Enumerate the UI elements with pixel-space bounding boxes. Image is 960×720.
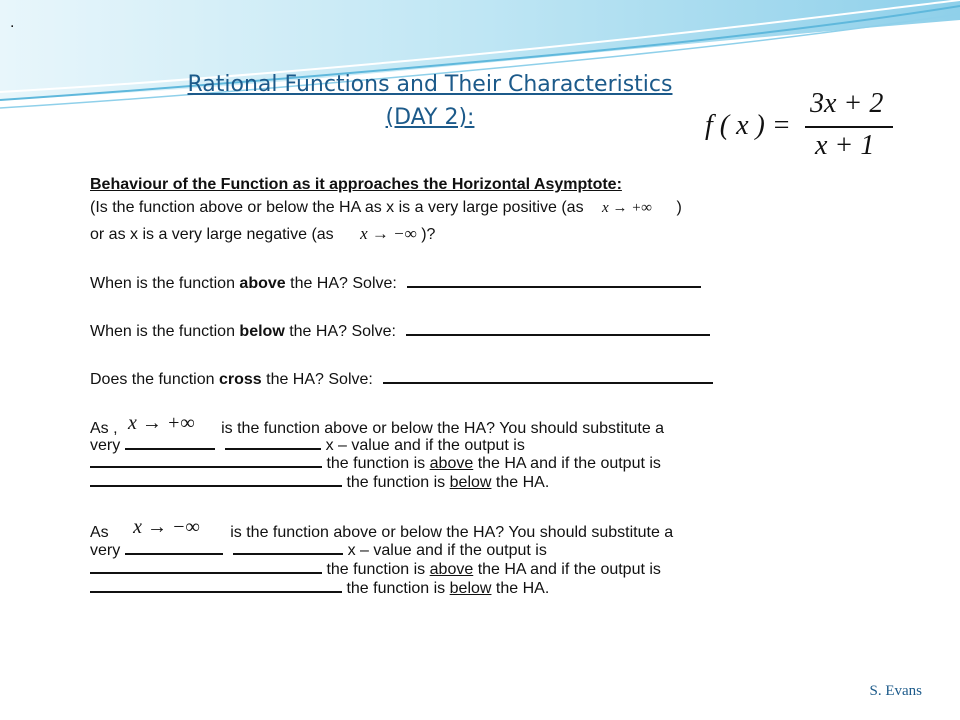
cross-question — [90, 368, 713, 389]
math-x-to-pos-inf: x → +∞ — [602, 200, 653, 216]
question-text: the HA. — [495, 580, 550, 597]
corner-mark: . — [10, 14, 15, 31]
bold-word: above — [239, 275, 286, 292]
answer-blank[interactable] — [90, 452, 322, 468]
bold-word: below — [239, 323, 285, 340]
question-text: the HA and if the output is — [477, 561, 661, 578]
math-x-to-neg-inf: x → −∞ — [360, 224, 417, 243]
question-text: the function is — [346, 474, 446, 491]
question-text: ) — [676, 199, 682, 216]
formula-numerator: 3x + 2 — [810, 88, 884, 119]
title-line-2: (DAY 2): — [385, 105, 475, 130]
answer-blank[interactable] — [383, 368, 713, 384]
question-text: very — [90, 542, 121, 559]
question-text: the function is — [346, 580, 446, 597]
question-line-2 — [90, 224, 435, 244]
question-text: When is the function — [90, 275, 240, 292]
question-text: the HA? Solve: — [285, 275, 397, 292]
question-text: very — [90, 437, 121, 454]
underlined-word: above — [429, 455, 474, 472]
underlined-word: below — [449, 474, 492, 491]
pos-inf-line-3 — [90, 452, 661, 473]
question-text: the HA? Solve: — [261, 371, 373, 388]
section-heading: Behaviour of the Function as it approaches the Horizontal Asymptote: — [90, 176, 622, 193]
bold-word: cross — [218, 371, 262, 388]
answer-blank[interactable] — [406, 320, 710, 336]
question-text: the HA and if the output is — [477, 455, 661, 472]
answer-blank[interactable] — [90, 577, 342, 593]
question-text: x – value and if the output is — [347, 542, 547, 559]
question-text: When is the function — [90, 323, 240, 340]
question-text: the HA. — [495, 474, 550, 491]
below-question — [90, 320, 710, 341]
question-text: the HA? Solve: — [284, 323, 396, 340]
pos-inf-line-4 — [90, 471, 549, 492]
formula-denominator: x + 1 — [815, 130, 875, 161]
question-text: or as x is a very large negative (as — [90, 226, 334, 243]
question-text: As , — [90, 420, 118, 437]
author-footer: S. Evans — [869, 683, 922, 699]
slide-title — [140, 68, 720, 134]
answer-blank[interactable] — [90, 471, 342, 487]
question-text: (Is the function above or below the HA as x is a very large positive (as — [90, 199, 584, 216]
answer-blank[interactable] — [225, 434, 321, 450]
function-formula — [705, 88, 895, 164]
neg-inf-line-2 — [90, 539, 547, 560]
question-text: the function is — [326, 455, 426, 472]
answer-blank[interactable] — [90, 558, 322, 574]
formula-lhs: f ( x ) = — [705, 110, 791, 141]
math-x-to-neg-inf: x → −∞ — [133, 516, 200, 538]
question-text: x – value and if the output is — [325, 437, 525, 454]
question-text: the function is — [326, 561, 426, 578]
title-line-1: Rational Functions and Their Characteristics — [187, 72, 673, 97]
answer-blank[interactable] — [407, 272, 701, 288]
answer-blank[interactable] — [125, 539, 223, 555]
neg-inf-line-3 — [90, 558, 661, 579]
question-text: Does the function — [90, 371, 219, 388]
above-question — [90, 272, 701, 293]
answer-blank[interactable] — [233, 539, 343, 555]
underlined-word: below — [449, 580, 492, 597]
question-text: is the function above or below the HA? You should substitute a — [221, 420, 665, 437]
question-text: is the function above or below the HA? You should substitute a — [230, 524, 674, 541]
neg-inf-line-4 — [90, 577, 549, 598]
answer-blank[interactable] — [125, 434, 215, 450]
question-line-1 — [90, 199, 682, 217]
math-x-to-pos-inf: x → +∞ — [128, 412, 195, 434]
question-text: )? — [421, 226, 436, 243]
question-text: As — [90, 524, 109, 541]
underlined-word: above — [429, 561, 474, 578]
fraction-bar — [805, 126, 893, 128]
